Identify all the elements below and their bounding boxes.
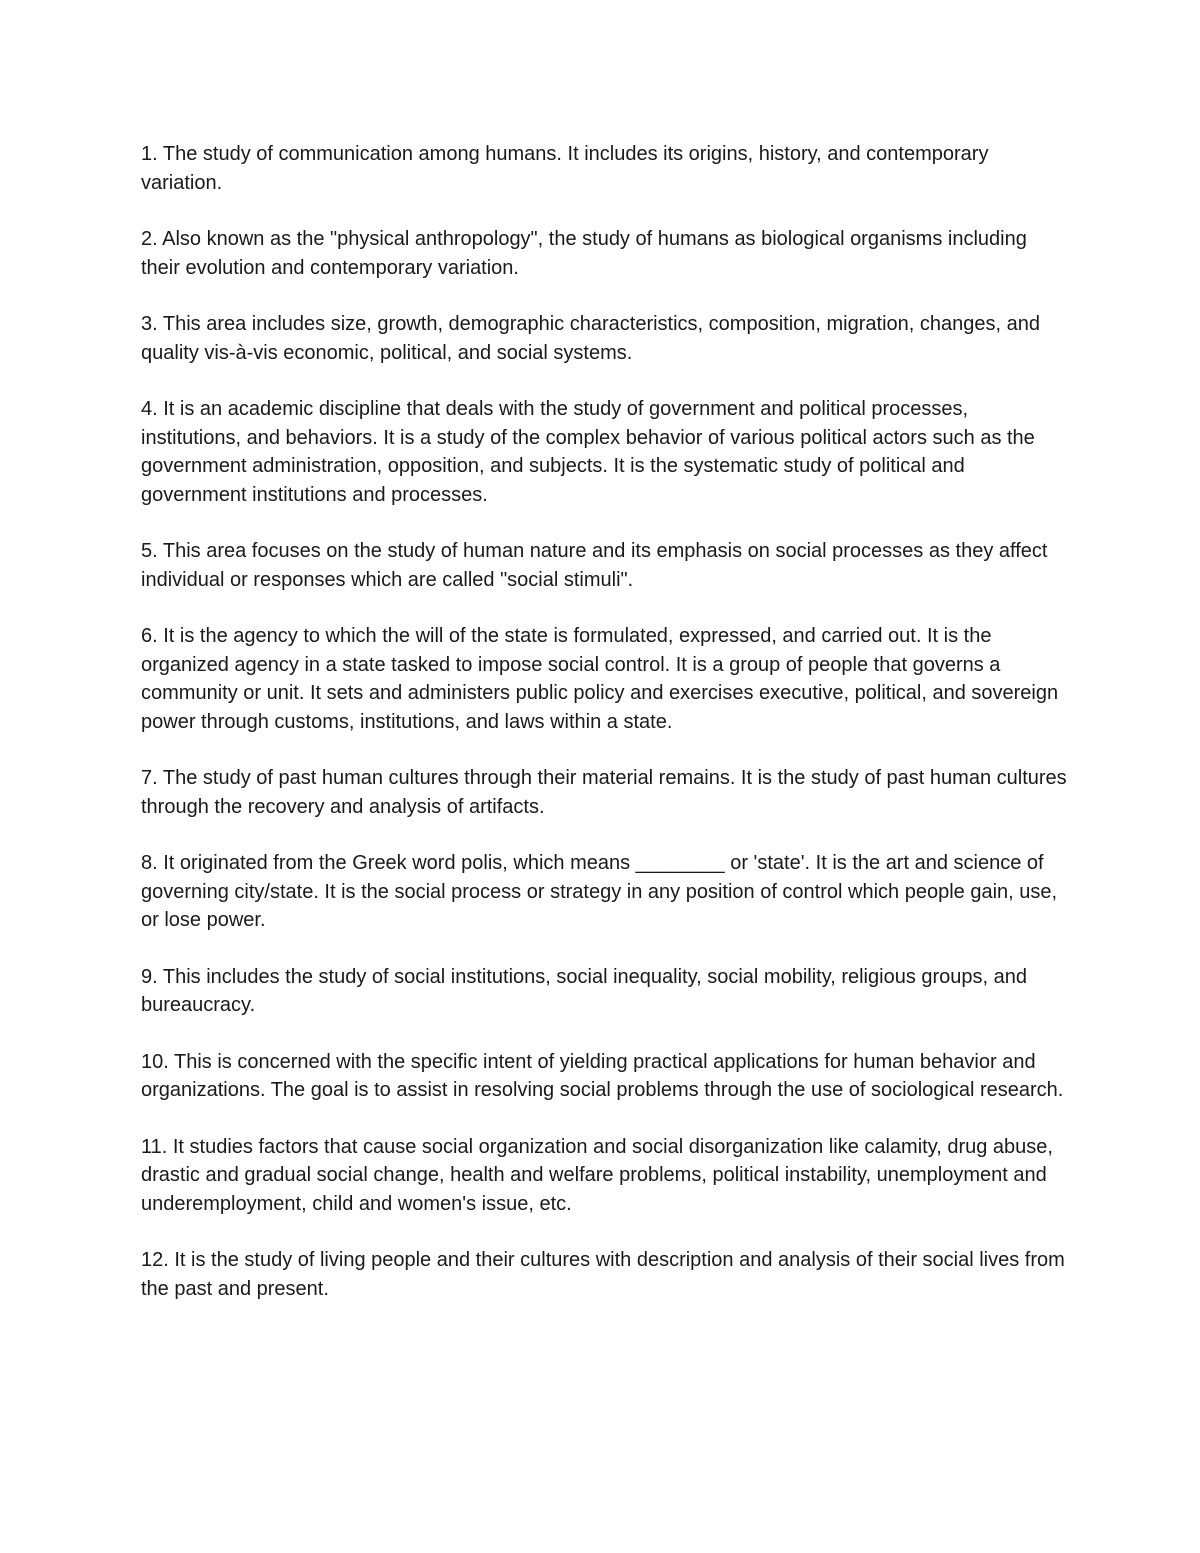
question-item-12: 12. It is the study of living people and their cultures with description and analysis of their social lives from the past and present.: [141, 1249, 1065, 1300]
document-body: [141, 140, 1071, 1331]
question-item-10: 10. This is concerned with the specific intent of yielding practical applications for human behavior and organizations. The goal is to assist in resolving social problems through the use of sociological research.: [141, 1050, 1064, 1101]
question-item-3: 3. This area includes size, growth, demographic characteristics, composition, migration, changes, and quality vis-à-vis economic, political, and social systems.: [141, 313, 1040, 364]
question-item-1: 1. The study of communication among humans. It includes its origins, history, and contemporary variation.: [141, 143, 989, 194]
question-item-7: 7. The study of past human cultures through their material remains. It is the study of past human cultures through the recovery and analysis of artifacts.: [141, 767, 1067, 818]
question-item-9: 9. This includes the study of social institutions, social inequality, social mobility, religious groups, and bureaucracy.: [141, 965, 1028, 1016]
question-item-8: 8. It originated from the Greek word polis, which means ________ or 'state'. It is the art and science of governing city/state. It is the social process or strategy in any position of control which people gain, use, or lose power.: [141, 852, 1058, 931]
question-item-2: 2. Also known as the "physical anthropology", the study of humans as biological organisms including their evolution and contemporary variation.: [141, 228, 1027, 279]
question-item-11: 11. It studies factors that cause social organization and social disorganization like calamity, drug abuse, drastic and gradual social change, health and welfare problems, political instability, unemployment and underemployment, child and women's issue, etc.: [141, 1135, 1053, 1215]
question-item-4: 4. It is an academic discipline that deals with the study of government and political processes, institutions, and behaviors. It is a study of the complex behavior of various political actors such as the government administration, opposition, and subjects. It is the systematic study of political and government institutions and processes.: [141, 398, 1035, 506]
question-item-6: 6. It is the agency to which the will of the state is formulated, expressed, and carried out. It is the organized agency in a state tasked to impose social control. It is a group of people that governs a community or unit. It sets and administers public policy and exercises executive, political, and sovereign power through customs, institutions, and laws within a state.: [141, 625, 1059, 733]
question-item-5: 5. This area focuses on the study of human nature and its emphasis on social processes as they affect individual or responses which are called "social stimuli".: [141, 540, 1048, 591]
